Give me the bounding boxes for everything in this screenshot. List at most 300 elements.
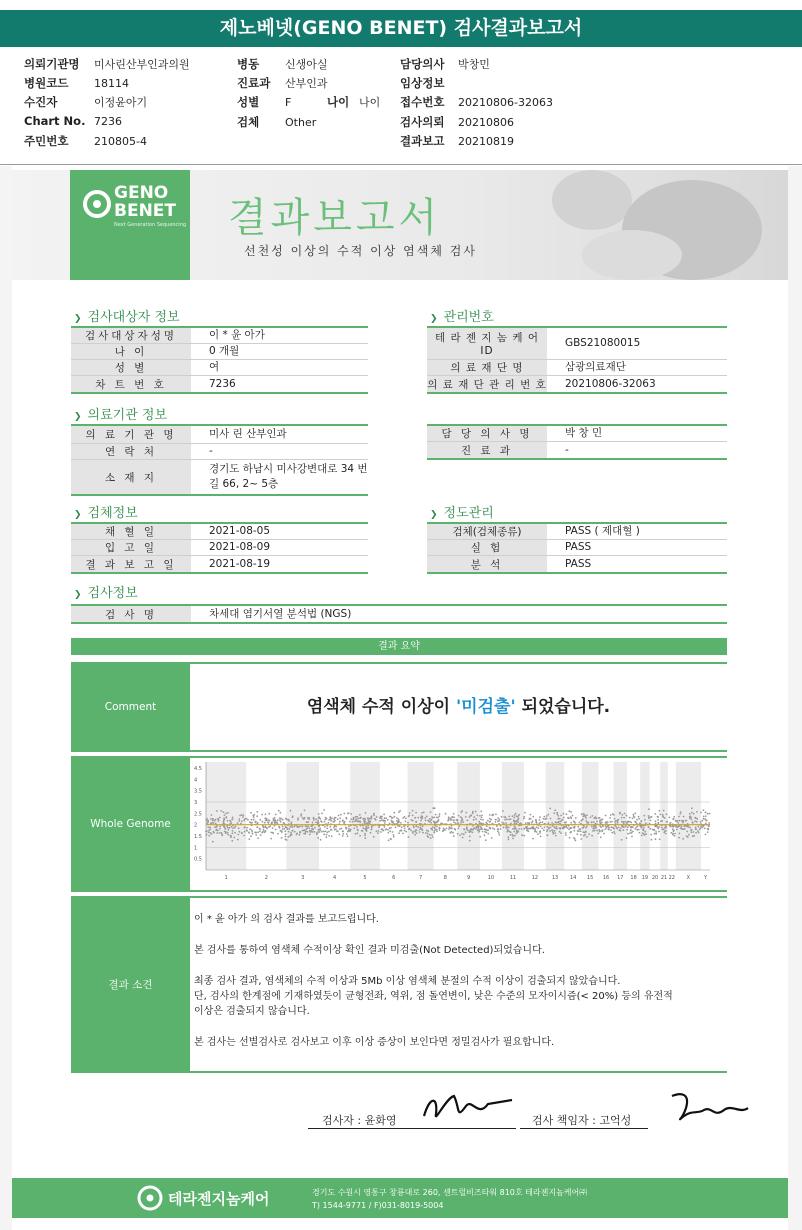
data-point [219, 826, 221, 828]
data-point [644, 831, 646, 833]
data-point [520, 822, 522, 824]
data-point [387, 819, 389, 821]
data-point [233, 837, 235, 839]
data-point [478, 831, 480, 833]
data-point [487, 829, 489, 831]
data-point [400, 822, 402, 824]
data-point [481, 815, 483, 817]
data-point [316, 832, 318, 834]
data-point [284, 830, 286, 832]
data-point [433, 817, 435, 819]
data-point [469, 816, 471, 818]
data-point [469, 836, 471, 838]
data-point [475, 826, 477, 828]
data-point [460, 822, 462, 824]
data-point [480, 819, 482, 821]
data-point [532, 816, 534, 818]
data-point [625, 826, 627, 828]
data-point [615, 826, 617, 828]
data-point [346, 833, 348, 835]
data-point [273, 821, 275, 823]
data-point [643, 827, 645, 829]
data-point [376, 816, 378, 818]
data-point [225, 828, 227, 830]
data-point [465, 812, 467, 814]
data-point [487, 833, 489, 835]
data-point [477, 827, 479, 829]
table-row: 의 료 재 단 관 리 번 호 20210806-32063 [427, 377, 656, 391]
data-point [697, 830, 699, 832]
data-point [495, 821, 497, 823]
data-point [599, 831, 601, 833]
data-point [366, 830, 368, 832]
data-point [707, 813, 709, 815]
data-point [670, 832, 672, 834]
data-point [325, 831, 327, 833]
data-point [348, 828, 350, 830]
data-point [269, 825, 271, 827]
data-point [683, 816, 685, 818]
finding-text: 이 * 윤 아가 의 검사 결과를 보고드립니다. 본 검사를 통하여 염색체 수적이상 확인 결과 미검출(Not Detected)되었습니다. 최종 검사 결과, 염색체의 수적 이상과 5Mb 이상 염색체 분절의 수적 이상이 검출되지 않았습니다. 단, 검사의 한계점에 기재하였듯이 균형전좌, 역위, 점 돌연변이, 낮은 수준의 모자이시즘(< 20%) 등의 유전적 이상은 검출되지 않습니다. 본 검사는 선별검사로 검사보고 이후 이상 증상이 보인다면 정밀검사가 필요합니다. [194, 914, 673, 1048]
data-point [352, 821, 354, 823]
data-point [643, 833, 645, 835]
section-specimen-title: ❯ 검체정보 [74, 502, 138, 521]
data-point [213, 832, 215, 834]
data-point [562, 827, 564, 829]
data-point [388, 840, 390, 842]
data-point [636, 819, 638, 821]
rrn-value: 210805-4 [94, 135, 147, 148]
data-point [432, 817, 434, 819]
data-point [703, 818, 705, 820]
data-point [479, 836, 481, 838]
data-point [223, 817, 225, 819]
data-point [451, 828, 453, 830]
receipt-value: 20210806-32063 [458, 96, 553, 109]
data-point [707, 831, 709, 833]
data-point [677, 822, 679, 824]
data-point [348, 812, 350, 814]
chromosome-band [614, 762, 628, 870]
data-point [473, 816, 475, 818]
data-point [242, 816, 244, 818]
data-point [677, 826, 679, 828]
data-point [508, 819, 510, 821]
data-point [206, 830, 208, 832]
data-point [318, 813, 320, 815]
data-point [524, 812, 526, 814]
data-point [571, 827, 573, 829]
data-point [431, 829, 433, 831]
data-point [580, 830, 582, 832]
data-point [592, 830, 594, 832]
data-point [387, 832, 389, 834]
data-point [709, 813, 711, 815]
data-point [526, 828, 528, 830]
data-point [556, 828, 558, 830]
data-point [696, 811, 698, 813]
data-point [502, 810, 504, 812]
data-point [346, 818, 348, 820]
data-point [674, 835, 676, 837]
data-point [256, 811, 258, 813]
data-point [215, 829, 217, 831]
data-point [582, 818, 584, 820]
data-point [216, 810, 218, 812]
y-tick-label: 4.5 [194, 766, 202, 772]
data-point [323, 833, 325, 835]
data-point [220, 810, 222, 812]
data-point [281, 837, 283, 839]
data-point [495, 819, 497, 821]
data-point [419, 831, 421, 833]
data-point [332, 821, 334, 823]
data-point [491, 837, 493, 839]
data-point [333, 827, 335, 829]
data-point [576, 833, 578, 835]
data-point [657, 827, 659, 829]
data-point [291, 830, 293, 832]
chromosome-label: 22 [668, 875, 675, 881]
data-point [606, 827, 608, 829]
data-point [237, 839, 239, 841]
chromosome-label: 17 [617, 875, 624, 881]
data-point [420, 820, 422, 822]
data-point [306, 827, 308, 829]
data-point [509, 831, 511, 833]
data-point [614, 833, 616, 835]
data-point [619, 812, 621, 814]
data-point [693, 831, 695, 833]
data-point [703, 816, 705, 818]
data-point [364, 835, 366, 837]
data-point [355, 820, 357, 822]
data-point [457, 820, 459, 822]
data-point [669, 817, 671, 819]
data-point [629, 821, 631, 823]
data-point [542, 821, 544, 823]
data-point [453, 813, 455, 815]
data-point [223, 820, 225, 822]
data-point [265, 814, 267, 816]
data-point [280, 821, 282, 823]
data-point [609, 821, 611, 823]
data-point [377, 832, 379, 834]
data-point [223, 811, 225, 813]
data-point [580, 820, 582, 822]
data-point [224, 831, 226, 833]
table-row: 차 트 번 호 7236 [71, 376, 368, 392]
data-point [680, 811, 682, 813]
data-point [390, 838, 392, 840]
data-point [342, 831, 344, 833]
data-point [317, 837, 319, 839]
data-point [691, 812, 693, 814]
data-point [284, 828, 286, 830]
data-point [505, 816, 507, 818]
data-point [394, 816, 396, 818]
data-point [513, 831, 515, 833]
data-point [276, 822, 278, 824]
data-point [608, 828, 610, 830]
data-point [218, 832, 220, 834]
data-point [518, 817, 520, 819]
data-point [544, 816, 546, 818]
data-point [462, 837, 464, 839]
data-point [605, 822, 607, 824]
data-point [384, 820, 386, 822]
data-point [500, 828, 502, 830]
data-point [365, 826, 367, 828]
data-point [321, 831, 323, 833]
data-point [704, 818, 706, 820]
data-point [659, 838, 661, 840]
data-point [330, 820, 332, 822]
data-point [705, 823, 707, 825]
footer-company: 테라젠지놈케어 [168, 1190, 270, 1208]
data-point [297, 817, 299, 819]
data-point [328, 835, 330, 837]
data-point [660, 820, 662, 822]
data-point [445, 813, 447, 815]
data-point [453, 816, 455, 818]
data-point [463, 833, 465, 835]
data-point [242, 814, 244, 816]
data-point [217, 830, 219, 832]
data-point [234, 832, 236, 834]
data-point [498, 819, 500, 821]
data-point [637, 829, 639, 831]
data-point [384, 822, 386, 824]
data-point [568, 817, 570, 819]
data-point [583, 835, 585, 837]
data-point [475, 828, 477, 830]
data-point [426, 816, 428, 818]
data-point [583, 814, 585, 816]
data-point [497, 817, 499, 819]
data-point [267, 821, 269, 823]
section-mgmt-title: ❯ 관리번호 [430, 306, 494, 325]
data-point [540, 826, 542, 828]
data-point [585, 820, 587, 822]
data-point [634, 812, 636, 814]
chromosome-label: 21 [660, 875, 668, 881]
data-point [659, 810, 661, 812]
data-point [380, 831, 382, 833]
data-point [663, 816, 665, 818]
data-point [421, 815, 423, 817]
data-point [563, 813, 565, 815]
data-point [402, 817, 404, 819]
data-point [259, 819, 261, 821]
patient-value: 이정윤아기 [94, 96, 148, 109]
data-point [587, 821, 589, 823]
data-point [689, 813, 691, 815]
doctor-value: 박창민 [458, 58, 490, 71]
data-point [611, 832, 613, 834]
data-point [535, 819, 537, 821]
data-point [553, 812, 555, 814]
data-point [458, 825, 460, 827]
data-point [408, 836, 410, 838]
y-tick-label: 3 [194, 800, 198, 806]
data-point [665, 827, 667, 829]
data-point [292, 816, 294, 818]
data-point [443, 828, 445, 830]
data-point [241, 814, 243, 816]
data-point [317, 820, 319, 822]
data-point [436, 829, 438, 831]
data-point [705, 811, 707, 813]
data-point [528, 830, 530, 832]
data-point [275, 829, 277, 831]
chromosome-label: 19 [641, 875, 649, 881]
data-point [470, 815, 472, 817]
data-point [539, 816, 541, 818]
data-point [349, 821, 351, 823]
data-point [701, 820, 703, 822]
data-point [284, 836, 286, 838]
data-point [370, 832, 372, 834]
data-point [356, 826, 358, 828]
data-point [450, 817, 452, 819]
data-point [263, 829, 265, 831]
data-point [640, 826, 642, 828]
data-point [367, 817, 369, 819]
data-point [404, 830, 406, 832]
data-point [238, 827, 240, 829]
chromosome-label: 8 [443, 875, 447, 881]
data-point [678, 816, 680, 818]
data-point [581, 813, 583, 815]
data-point [560, 815, 562, 817]
data-point [480, 828, 482, 830]
data-point [350, 813, 352, 815]
data-point [265, 830, 267, 832]
data-point [393, 836, 395, 838]
data-point [554, 827, 556, 829]
data-point [430, 837, 432, 839]
data-point [251, 829, 253, 831]
data-point [508, 839, 510, 841]
data-point [357, 818, 359, 820]
data-point [385, 829, 387, 831]
data-point [539, 819, 541, 821]
data-point [610, 814, 612, 816]
data-point [365, 821, 367, 823]
report-page [0, 166, 802, 1230]
data-point [384, 817, 386, 819]
data-point [436, 821, 438, 823]
whole-genome-label: Whole Genome [90, 818, 171, 830]
data-point [593, 828, 595, 830]
data-point [593, 821, 595, 823]
data-point [438, 815, 440, 817]
data-point [513, 817, 515, 819]
data-point [661, 827, 663, 829]
data-point [248, 838, 250, 840]
data-point [409, 828, 411, 830]
data-point [414, 834, 416, 836]
data-point [573, 821, 575, 823]
data-point [577, 830, 579, 832]
data-point [237, 834, 239, 836]
data-point [563, 817, 565, 819]
mgmt-table [427, 326, 727, 394]
data-point [489, 814, 491, 816]
data-point [391, 820, 393, 822]
data-point [324, 819, 326, 821]
data-point [266, 819, 268, 821]
data-point [416, 832, 418, 834]
data-point [526, 830, 528, 832]
data-point [579, 828, 581, 830]
report-header: 의뢰기관명 미사린산부인과의원 병원코드 18114 수진자 이정윤아기 Chart No. 7236 주민번호 210805-4 병동 신생아실 진료과 산부인과 성별 F 나이 나이 검체 Other 담당의사 박창민 임상정보 접수번호 20210806-32063 검사의뢰 20210806 결과보고 20210819 [0, 47, 802, 165]
data-point [556, 826, 558, 828]
data-point [653, 829, 655, 831]
data-point [663, 810, 665, 812]
data-point [207, 820, 209, 822]
data-point [686, 835, 688, 837]
data-point [317, 822, 319, 824]
data-point [627, 821, 629, 823]
data-point [623, 829, 625, 831]
data-point [498, 832, 500, 834]
data-point [574, 830, 576, 832]
data-point [252, 833, 254, 835]
data-point [559, 831, 561, 833]
table-row: 분 석 PASS [427, 556, 727, 572]
data-point [379, 820, 381, 822]
data-point [425, 820, 427, 822]
data-point [544, 826, 546, 828]
data-point [585, 817, 587, 819]
data-point [294, 831, 296, 833]
data-point [700, 825, 702, 827]
data-point [325, 836, 327, 838]
data-point [655, 826, 657, 828]
data-point [425, 832, 427, 834]
data-point [641, 835, 643, 837]
data-point [243, 819, 245, 821]
data-point [694, 820, 696, 822]
data-point [421, 828, 423, 830]
data-point [289, 826, 291, 828]
data-point [277, 819, 279, 821]
data-point [392, 831, 394, 833]
data-point [570, 816, 572, 818]
data-point [272, 832, 274, 834]
data-point [705, 834, 707, 836]
data-point [206, 818, 208, 820]
data-point [673, 818, 675, 820]
data-point [206, 834, 208, 836]
data-point [618, 827, 620, 829]
data-point [503, 827, 505, 829]
data-point [621, 839, 623, 841]
data-point [370, 820, 372, 822]
data-point [364, 837, 366, 839]
comment-block [71, 662, 727, 752]
data-point [373, 813, 375, 815]
data-point [549, 808, 551, 810]
data-point [696, 821, 698, 823]
data-point [523, 828, 525, 830]
data-point [265, 817, 267, 819]
data-point [543, 829, 545, 831]
data-point [409, 812, 411, 814]
data-point [643, 815, 645, 817]
